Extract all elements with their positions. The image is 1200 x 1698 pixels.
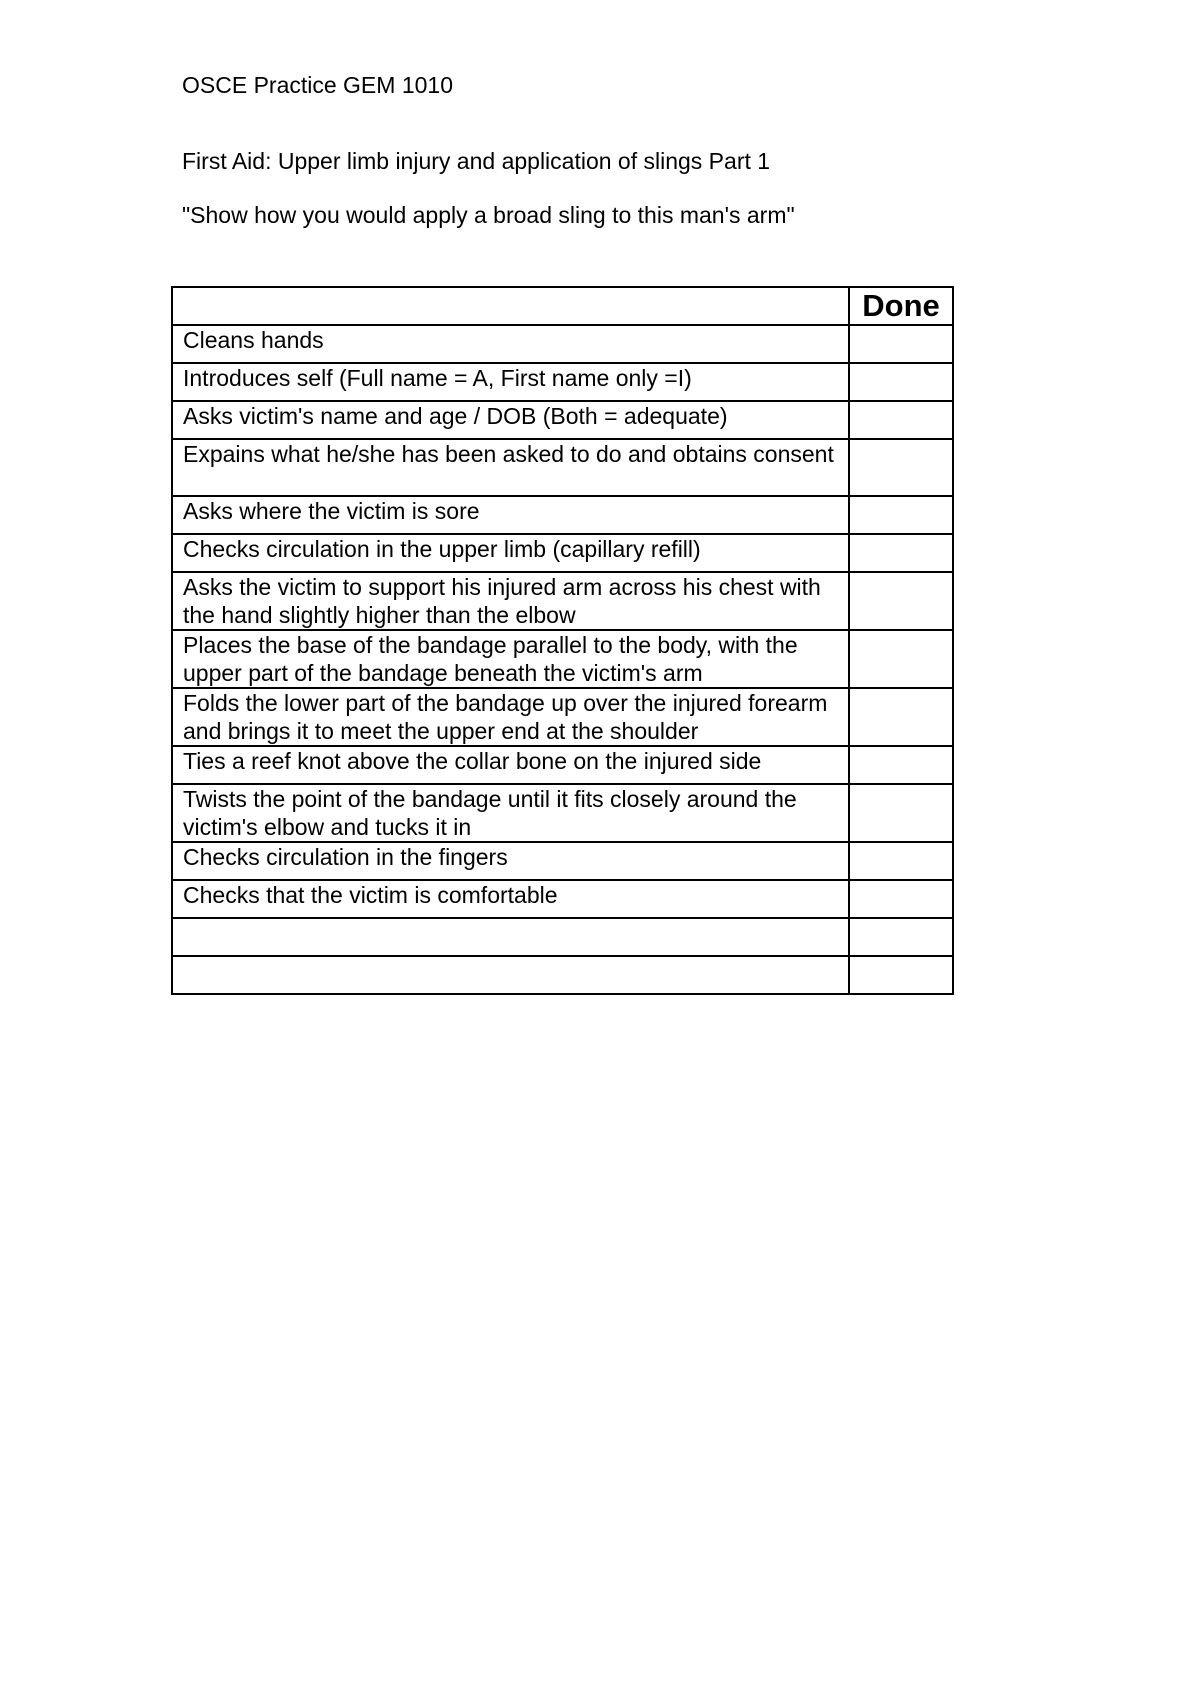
checklist-row [172,746,953,784]
step-cell: Checks circulation in the fingers [172,842,849,880]
step-cell: Ties a reef knot above the collar bone on the injured side [172,746,849,784]
done-cell[interactable] [849,325,953,363]
section-title: First Aid: Upper limb injury and application of slings Part 1 [182,148,771,174]
done-cell[interactable] [849,363,953,401]
step-cell: Asks the victim to support his injured arm across his chest with the hand slightly higher than the elbow [172,572,849,630]
done-column-header: Done [849,287,953,325]
checklist-row [172,534,953,572]
step-cell: Places the base of the bandage parallel to the body, with the upper part of the bandage beneath the victim's arm [172,630,849,688]
checklist-row [172,572,953,630]
done-cell[interactable] [849,956,953,994]
checklist-row [172,842,953,880]
step-cell: Asks victim's name and age / DOB (Both = adequate) [172,401,849,439]
page-title: OSCE Practice GEM 1010 [182,72,453,98]
checklist-table [171,286,954,995]
checklist-row [172,496,953,534]
step-cell: Folds the lower part of the bandage up over the injured forearm and brings it to meet the upper end at the shoulder [172,688,849,746]
step-column-header [172,287,849,325]
checklist-row [172,363,953,401]
done-cell[interactable] [849,401,953,439]
instruction-text: "Show how you would apply a broad sling to this man's arm" [182,202,795,228]
checklist-row [172,688,953,746]
step-cell: Checks circulation in the upper limb (capillary refill) [172,534,849,572]
checklist-row [172,918,953,956]
step-cell: Expains what he/she has been asked to do and obtains consent [172,439,849,496]
checklist-row [172,956,953,994]
done-cell[interactable] [849,918,953,956]
done-cell[interactable] [849,534,953,572]
done-cell[interactable] [849,496,953,534]
step-cell: Asks where the victim is sore [172,496,849,534]
checklist-row [172,439,953,496]
done-cell[interactable] [849,746,953,784]
done-cell[interactable] [849,630,953,688]
step-cell: Introduces self (Full name = A, First name only =I) [172,363,849,401]
step-cell [172,918,849,956]
done-cell[interactable] [849,784,953,842]
step-cell: Cleans hands [172,325,849,363]
done-cell[interactable] [849,688,953,746]
checklist-row [172,401,953,439]
step-cell: Twists the point of the bandage until it fits closely around the victim's elbow and tucks it in [172,784,849,842]
step-cell: Checks that the victim is comfortable [172,880,849,918]
checklist-row [172,630,953,688]
step-cell [172,956,849,994]
done-cell[interactable] [849,439,953,496]
checklist-header-row [172,287,953,325]
checklist-row [172,325,953,363]
done-cell[interactable] [849,572,953,630]
done-cell[interactable] [849,842,953,880]
done-cell[interactable] [849,880,953,918]
checklist-row [172,784,953,842]
checklist-row [172,880,953,918]
